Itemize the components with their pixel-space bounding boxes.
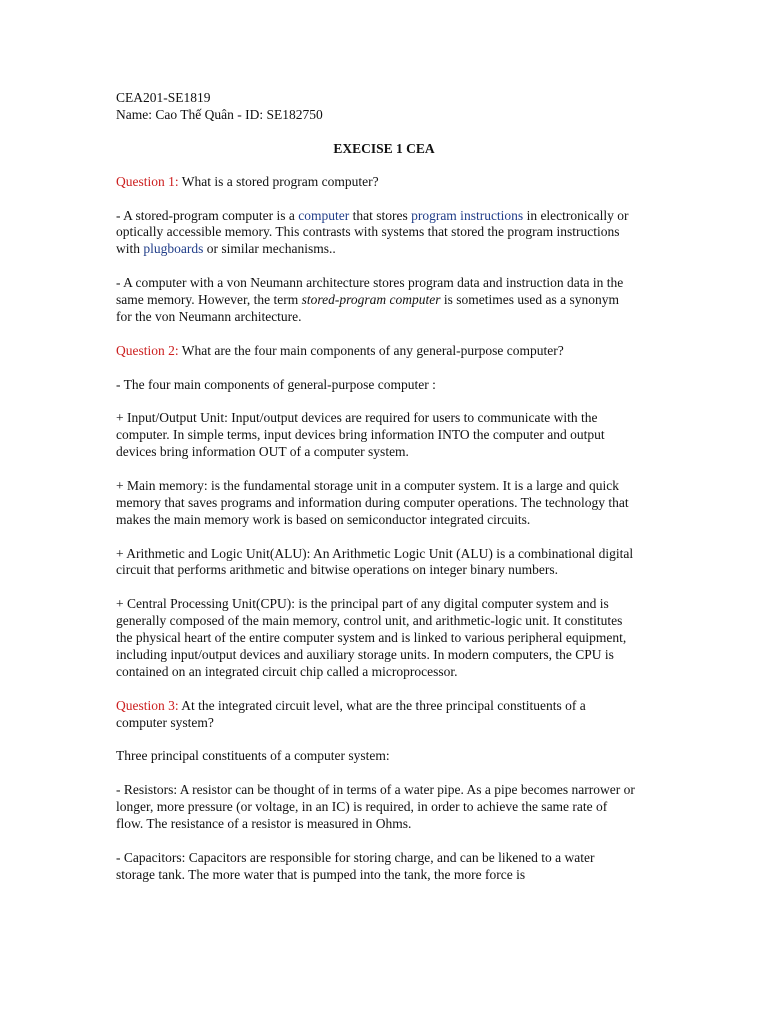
student-name-line: Name: Cao Thế Quân - ID: SE182750: [116, 106, 323, 122]
answer-1-paragraph-1: [116, 208, 636, 259]
question-1-label: Question 1:: [116, 173, 179, 189]
question-2: [116, 343, 636, 360]
question-1: [116, 174, 636, 191]
link-program-instructions[interactable]: program instructions: [411, 207, 524, 223]
answer-text: in electronically or optically accessible memory. This contrasts with systems that stored the program instructions with: [116, 207, 629, 257]
answer-3-intro: Three principal constituents of a computer system:: [116, 748, 390, 764]
question-3: [116, 698, 636, 732]
question-2-text: What are the four main components of any general-purpose computer?: [178, 342, 564, 358]
link-plugboards[interactable]: plugboards: [143, 241, 204, 257]
component-cpu: + Central Processing Unit(CPU): is the principal part of any digital computer system and is generally composed of the main memory, control unit, and arithmetic-logic unit. It constitutes the physical heart of the entire computer system and is linked to various peripheral equipment, including input/output devices and auxiliary storage units. In modern computers, the CPU is contained on an integrated circuit chip called a microprocessor.: [116, 596, 627, 679]
answer-text: is sometimes used as a synonym for the von Neumann architecture.: [116, 292, 620, 324]
answer-2-intro: - The four main components of general-purpose computer :: [116, 376, 436, 392]
question-2-label: Question 2:: [116, 342, 179, 358]
component-input-output: + Input/Output Unit: Input/output devices are required for users to communicate with the computer. In simple terms, input devices bring information INTO the computer and output devices bring information OUT of a computer system.: [116, 410, 605, 460]
answer-1-paragraph-2: [116, 275, 636, 326]
emphasis-stored-program-computer: stored-program computer: [301, 292, 441, 308]
answer-text: that stores: [349, 207, 412, 223]
question-3-label: Question 3:: [116, 697, 179, 713]
component-main-memory: + Main memory: is the fundamental storage unit in a computer system. It is a large and quick memory that saves programs and information during computer operations. The technology that makes the main memory work is based on semiconductor integrated circuits.: [116, 477, 629, 527]
constituent-resistors: - Resistors: A resistor can be thought of in terms of a water pipe. As a pipe becomes narrower or longer, more pressure (or voltage, in an IC) is required, in order to achieve the same rate of flow. The resistance of a resistor is measured in Ohms.: [116, 782, 635, 831]
question-3-text: At the integrated circuit level, what are the three principal constituents of a computer system?: [116, 697, 586, 730]
component-alu: + Arithmetic and Logic Unit(ALU): An Arithmetic Logic Unit (ALU) is a combinational digital circuit that performs arithmetic and bitwise operations on integer binary numbers.: [116, 545, 634, 578]
course-code: CEA201-SE1819: [116, 90, 211, 105]
answer-text: - A stored-program computer is a: [116, 207, 299, 223]
answer-text: or similar mechanisms..: [203, 241, 336, 257]
answer-text: - A computer with a von Neumann architecture stores program data and instruction data in the same memory. However, the term: [116, 275, 624, 308]
link-computer[interactable]: computer: [298, 207, 350, 223]
document-title: EXECISE 1 CEA: [333, 140, 435, 156]
constituent-capacitors: - Capacitors: Capacitors are responsible for storing charge, and can be likened to a water storage tank. The more water that is pumped into the tank, the more force is: [116, 849, 595, 882]
document-body: [116, 90, 636, 884]
question-1-text: What is a stored program computer?: [178, 173, 379, 189]
